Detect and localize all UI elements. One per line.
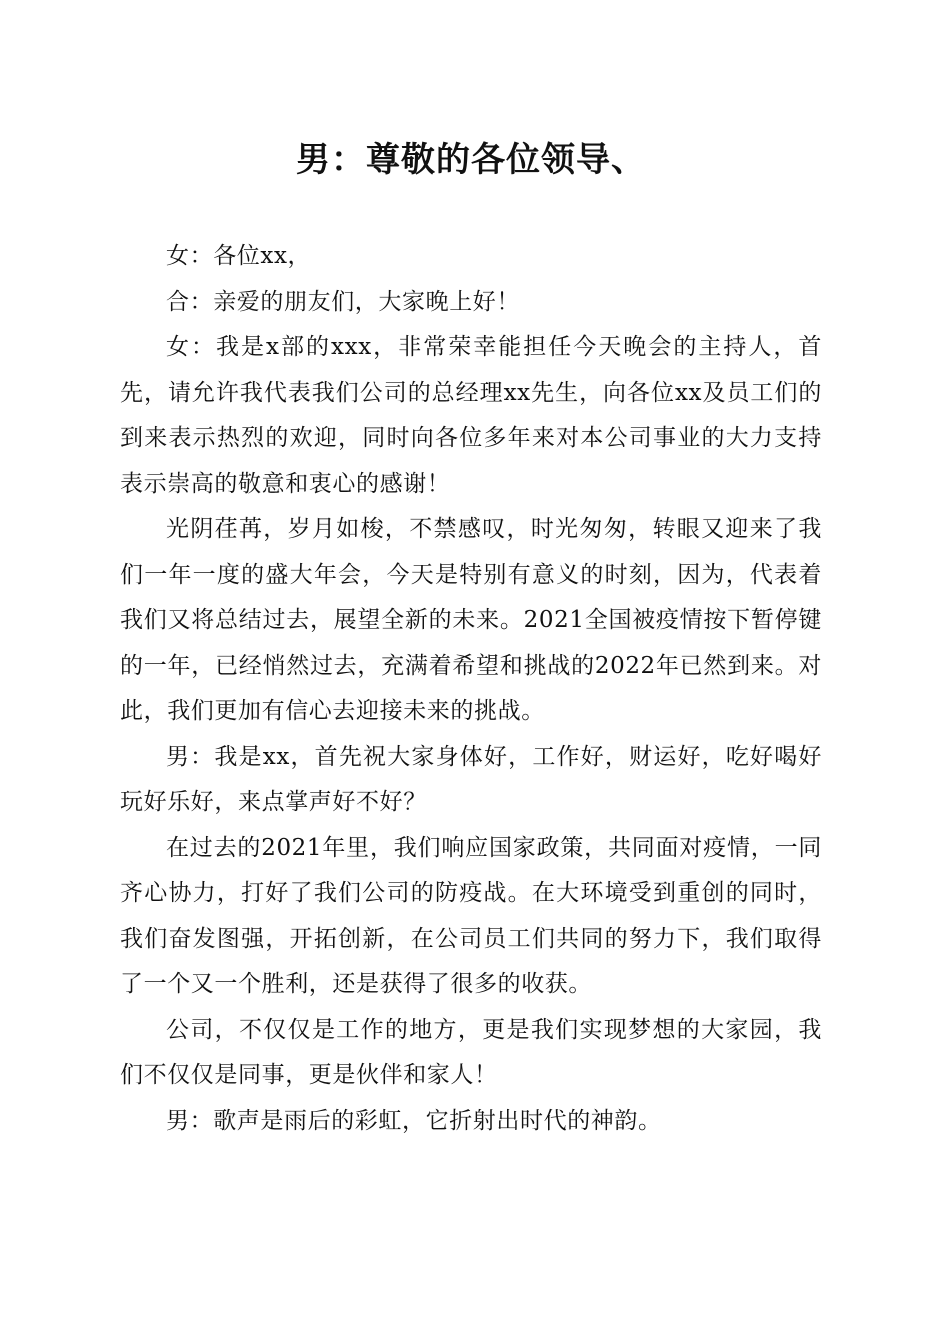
document-title: 男：尊敬的各位领导、 xyxy=(296,140,646,180)
document-body xyxy=(120,234,822,1144)
paragraph-male-song: 男：歌声是雨后的彩虹，它折射出时代的神韵。 xyxy=(166,1107,662,1134)
paragraph-time-passing: 光阴荏苒，岁月如梭，不禁感叹，时光匆匆，转眼又迎来了我们一年一度的盛大年会，今天是特别有意义的时刻，因为，代表着我们又将总结过去，展望全新的未来。2021全国被疫情按下暂停键的一年，已经悄然过去，充满着希望和挑战的2022年已然到来。对此，我们更加有信心去迎接未来的挑战。 xyxy=(120,516,822,724)
paragraph-company-home: 公司，不仅仅是工作的地方，更是我们实现梦想的大家园，我们不仅仅是同事，更是伙伴和家人！ xyxy=(120,1016,822,1088)
paragraph-female-intro: 女：我是x部的xxx，非常荣幸能担任今天晚会的主持人，首先，请允许我代表我们公司的总经理xx先生，向各位xx及员工们的到来表示热烈的欢迎，同时向各位多年来对本公司事业的大力支持表示崇高的敬意和衷心的感谢！ xyxy=(120,334,822,497)
paragraph-female-greeting: 女：各位xx， xyxy=(166,243,312,269)
paragraph-past-year: 在过去的2021年里，我们响应国家政策，共同面对疫情，一同齐心协力，打好了我们公司的防疫战。在大环境受到重创的同时，我们奋发图强，开拓创新，在公司员工们共同的努力下，我们取得了一个又一个胜利，还是获得了很多的收获。 xyxy=(120,834,822,997)
paragraph-joint-greeting: 合：亲爱的朋友们，大家晚上好！ xyxy=(166,288,520,315)
paragraph-male-intro: 男：我是xx，首先祝大家身体好，工作好，财运好，吃好喝好玩好乐好，来点掌声好不好？ xyxy=(120,743,822,815)
